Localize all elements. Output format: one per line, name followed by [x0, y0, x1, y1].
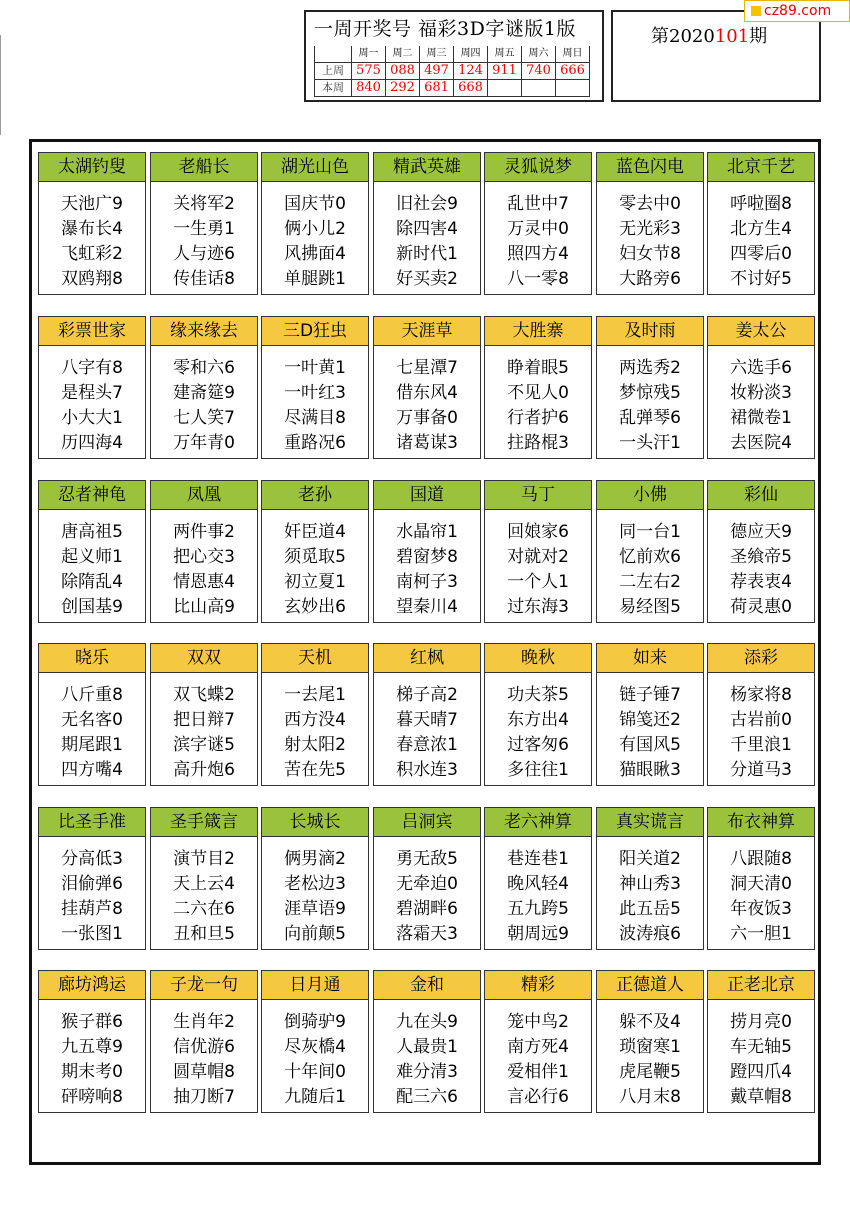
- riddle-line: 一叶红3: [284, 383, 346, 403]
- card-title: 红枫: [374, 644, 480, 673]
- riddle-line: 千里浪1: [730, 735, 792, 755]
- riddle-line: 无名客0: [61, 710, 123, 730]
- riddle-card: [150, 807, 258, 950]
- riddle-line: 圆草帽8: [173, 1062, 235, 1082]
- riddle-line: 链子锤7: [619, 685, 681, 705]
- card-title: 彩票世家: [39, 317, 145, 346]
- day-header: 周三: [420, 46, 454, 63]
- riddle-line: 关将军2: [173, 194, 235, 214]
- riddle-line: 琐窗寒1: [619, 1037, 681, 1057]
- riddle-line: 创国基9: [61, 597, 123, 617]
- day-header: 周五: [488, 46, 522, 63]
- riddle-card: [373, 152, 481, 295]
- riddle-line: 万灵中0: [507, 219, 569, 239]
- riddle-line: 一叶黄1: [284, 358, 346, 378]
- riddle-line: 八斤重8: [61, 685, 123, 705]
- card-title: 子龙一句: [151, 971, 257, 1000]
- riddle-card: [150, 480, 258, 623]
- riddle-line: 六一胆1: [730, 924, 792, 944]
- riddle-line: 尽满目8: [284, 408, 346, 428]
- riddle-line: 暮天晴7: [396, 710, 458, 730]
- riddle-line: 初立夏1: [284, 572, 346, 592]
- riddle-line: 一头汗1: [619, 433, 681, 453]
- riddle-card: [707, 316, 815, 459]
- card-title: 蓝色闪电: [597, 153, 703, 182]
- riddle-line: 情恩惠4: [173, 572, 235, 592]
- riddle-card: [373, 480, 481, 623]
- card-title: 马丁: [485, 481, 591, 510]
- riddle-line: 爱相伴1: [507, 1062, 569, 1082]
- riddle-card: [150, 316, 258, 459]
- riddle-line: 碧窗梦8: [396, 547, 458, 567]
- riddle-card: [484, 643, 592, 786]
- riddle-line: 一去尾1: [284, 685, 346, 705]
- draw-number: 681: [420, 80, 454, 97]
- riddle-line: 人最贵1: [396, 1037, 458, 1057]
- riddle-line: 高升炮6: [173, 760, 235, 780]
- riddle-line: 此五岳5: [619, 899, 681, 919]
- logo-text: cz89.com: [764, 3, 832, 19]
- riddle-line: 瀑布长4: [61, 219, 123, 239]
- riddle-line: 功夫茶5: [507, 685, 569, 705]
- riddle-line: 九在头9: [396, 1012, 458, 1032]
- riddle-card: [150, 970, 258, 1113]
- riddle-line: 乱弹琴6: [619, 408, 681, 428]
- riddle-card: [38, 316, 146, 459]
- card-title: 添彩: [708, 644, 814, 673]
- riddle-line: 风拂面4: [284, 244, 346, 264]
- riddle-line: 八月末8: [619, 1087, 681, 1107]
- riddle-line: 大路旁6: [619, 269, 681, 289]
- riddle-card: [484, 807, 592, 950]
- riddle-line: 去医院4: [730, 433, 792, 453]
- riddle-line: 无光彩3: [619, 219, 681, 239]
- riddle-line: 荐表衷4: [730, 572, 792, 592]
- card-title: 精武英雄: [374, 153, 480, 182]
- card-title: 大胜寨: [485, 317, 591, 346]
- riddle-line: 诸葛谋3: [396, 433, 458, 453]
- riddle-line: 人与迹6: [173, 244, 235, 264]
- riddle-line: 俩小儿2: [284, 219, 346, 239]
- riddle-line: 躲不及4: [619, 1012, 681, 1032]
- card-title: 天涯草: [374, 317, 480, 346]
- riddle-line: 重路况6: [284, 433, 346, 453]
- weekly-results-table: [314, 46, 590, 97]
- riddle-line: 抽刀断7: [173, 1087, 235, 1107]
- riddle-line: 一个人1: [507, 572, 569, 592]
- card-title: 比圣手准: [39, 808, 145, 837]
- issue-num: 101: [714, 26, 750, 47]
- riddle-line: 挂葫芦8: [61, 899, 123, 919]
- riddle-line: 七星潭7: [396, 358, 458, 378]
- card-title: 廊坊鸿运: [39, 971, 145, 1000]
- riddle-line: 一张图1: [61, 924, 123, 944]
- card-title: 彩仙: [708, 481, 814, 510]
- riddle-line: 十年间0: [284, 1062, 346, 1082]
- riddle-card: [261, 152, 369, 295]
- row-label: 上周: [315, 63, 352, 80]
- riddle-line: 好买卖2: [396, 269, 458, 289]
- riddle-line: 期末考0: [61, 1062, 123, 1082]
- riddle-card: [596, 152, 704, 295]
- riddle-line: 把心交3: [173, 547, 235, 567]
- card-title: 忍者神龟: [39, 481, 145, 510]
- riddle-line: 蹬四爪4: [730, 1062, 792, 1082]
- riddle-card: [38, 643, 146, 786]
- card-title: 正德道人: [597, 971, 703, 1000]
- riddle-line: 古岩前0: [730, 710, 792, 730]
- riddle-line: 水晶帘1: [396, 522, 458, 542]
- riddle-line: 二六在6: [173, 899, 235, 919]
- card-title: 灵狐说梦: [485, 153, 591, 182]
- card-title: 双双: [151, 644, 257, 673]
- riddle-line: 零和六6: [173, 358, 235, 378]
- riddle-card: [373, 970, 481, 1113]
- riddle-line: 虎尾鞭5: [619, 1062, 681, 1082]
- card-title: 老六神算: [485, 808, 591, 837]
- riddle-line: 过客匆6: [507, 735, 569, 755]
- riddle-line: 万年青0: [173, 433, 235, 453]
- riddle-line: 玄妙出6: [284, 597, 346, 617]
- riddle-line: 天池广9: [61, 194, 123, 214]
- riddle-line: 比山高9: [173, 597, 235, 617]
- issue-number: [651, 22, 767, 48]
- riddle-card: [596, 316, 704, 459]
- riddle-card: [596, 480, 704, 623]
- this-week-row: [315, 80, 590, 97]
- riddle-line: 言必行6: [507, 1087, 569, 1107]
- riddle-line: 两件事2: [173, 522, 235, 542]
- corner-cell: [315, 46, 352, 63]
- riddle-card: [707, 643, 815, 786]
- riddle-card: [38, 970, 146, 1113]
- riddle-card: [484, 480, 592, 623]
- riddle-line: 有国风5: [619, 735, 681, 755]
- issue-suffix: 期: [749, 26, 768, 47]
- draw-number: [522, 80, 556, 97]
- draw-number: 497: [420, 63, 454, 80]
- riddle-line: 拄路棍3: [507, 433, 569, 453]
- riddle-line: 笼中鸟2: [507, 1012, 569, 1032]
- card-title: 天机: [262, 644, 368, 673]
- riddle-card: [150, 643, 258, 786]
- riddle-line: 行者护6: [507, 408, 569, 428]
- riddle-line: 猫眼瞅3: [619, 760, 681, 780]
- riddle-line: 妆粉淡3: [730, 383, 792, 403]
- riddle-line: 配三六6: [396, 1087, 458, 1107]
- riddle-line: 八字有8: [61, 358, 123, 378]
- riddle-line: 借东风4: [396, 383, 458, 403]
- riddle-line: 积水连3: [396, 760, 458, 780]
- riddle-line: 小大大1: [61, 408, 123, 428]
- issue-box: [611, 10, 821, 102]
- riddle-line: 天上云4: [173, 874, 235, 894]
- left-edge-line: [0, 35, 1, 135]
- riddle-line: 把日辩7: [173, 710, 235, 730]
- riddle-line: 北方生4: [730, 219, 792, 239]
- riddle-line: 南方死4: [507, 1037, 569, 1057]
- riddle-line: 六选手6: [730, 358, 792, 378]
- card-title: 姜太公: [708, 317, 814, 346]
- riddle-card: [261, 316, 369, 459]
- day-header: 周日: [556, 46, 590, 63]
- card-title: 长城长: [262, 808, 368, 837]
- card-title: 湖光山色: [262, 153, 368, 182]
- riddle-line: 新时代1: [396, 244, 458, 264]
- card-title: 圣手箴言: [151, 808, 257, 837]
- draw-number: 666: [556, 63, 590, 80]
- riddle-line: 生肖年2: [173, 1012, 235, 1032]
- card-title: 缘来缘去: [151, 317, 257, 346]
- riddle-line: 四方嘴4: [61, 760, 123, 780]
- riddle-line: 除四害4: [396, 219, 458, 239]
- riddle-line: 照四方4: [507, 244, 569, 264]
- riddle-line: 晚风轻4: [507, 874, 569, 894]
- riddle-line: 裙微卷1: [730, 408, 792, 428]
- riddle-line: 难分清3: [396, 1062, 458, 1082]
- riddle-line: 神山秀3: [619, 874, 681, 894]
- riddle-line: 苦在先5: [284, 760, 346, 780]
- row-label: 本周: [315, 80, 352, 97]
- riddle-line: 须觅取5: [284, 547, 346, 567]
- site-logo[interactable]: [744, 0, 850, 22]
- riddle-card: [38, 480, 146, 623]
- riddle-line: 荷灵惠0: [730, 597, 792, 617]
- riddle-line: 丑和旦5: [173, 924, 235, 944]
- riddle-card: [707, 807, 815, 950]
- riddle-line: 戴草帽8: [730, 1087, 792, 1107]
- riddle-line: 国庆节0: [284, 194, 346, 214]
- riddle-line: 俩男滴2: [284, 849, 346, 869]
- riddle-card: [596, 643, 704, 786]
- card-title: 北京千艺: [708, 153, 814, 182]
- riddle-line: 零去中0: [619, 194, 681, 214]
- card-title: 凤凰: [151, 481, 257, 510]
- riddle-line: 泪偷弹6: [61, 874, 123, 894]
- riddle-line: 期尾跟1: [61, 735, 123, 755]
- day-header: 周一: [352, 46, 386, 63]
- card-title: 日月通: [262, 971, 368, 1000]
- riddle-line: 洞天清0: [730, 874, 792, 894]
- draw-number: 124: [454, 63, 488, 80]
- draw-number: 292: [386, 80, 420, 97]
- riddle-line: 碧湖畔6: [396, 899, 458, 919]
- riddle-line: 勇无敌5: [396, 849, 458, 869]
- card-title: 老孙: [262, 481, 368, 510]
- riddle-line: 同一台1: [619, 522, 681, 542]
- riddle-line: 九五尊9: [61, 1037, 123, 1057]
- card-title: 真实谎言: [597, 808, 703, 837]
- riddle-card: [373, 643, 481, 786]
- card-title: 吕洞宾: [374, 808, 480, 837]
- riddle-line: 除隋乱4: [61, 572, 123, 592]
- card-title: 老船长: [151, 153, 257, 182]
- riddle-card: [261, 970, 369, 1113]
- riddle-line: 睁着眼5: [507, 358, 569, 378]
- riddle-line: 易经图5: [619, 597, 681, 617]
- riddle-line: 九随后1: [284, 1087, 346, 1107]
- draw-number: [488, 80, 522, 97]
- riddle-card: [261, 480, 369, 623]
- riddle-line: 阳关道2: [619, 849, 681, 869]
- riddle-card: [707, 480, 815, 623]
- riddle-line: 七人笑7: [173, 408, 235, 428]
- riddle-card: [596, 970, 704, 1113]
- riddle-line: 巷连巷1: [507, 849, 569, 869]
- riddle-line: 过东海3: [507, 597, 569, 617]
- draw-number: 840: [352, 80, 386, 97]
- riddle-grid: [29, 139, 821, 1165]
- card-title: 太湖钓叟: [39, 153, 145, 182]
- riddle-line: 老松边3: [284, 874, 346, 894]
- riddle-line: 妇女节8: [619, 244, 681, 264]
- card-title: 三D狂虫: [262, 317, 368, 346]
- riddle-line: 南柯子3: [396, 572, 458, 592]
- riddle-line: 传佳话8: [173, 269, 235, 289]
- riddle-line: 对就对2: [507, 547, 569, 567]
- riddle-line: 飞虹彩2: [61, 244, 123, 264]
- logo-square-icon: [751, 6, 761, 16]
- riddle-line: 信优游6: [173, 1037, 235, 1057]
- riddle-card: [373, 807, 481, 950]
- riddle-line: 射太阳2: [284, 735, 346, 755]
- last-week-row: [315, 63, 590, 80]
- card-title: 如来: [597, 644, 703, 673]
- riddle-line: 演节目2: [173, 849, 235, 869]
- card-title: 金和: [374, 971, 480, 1000]
- riddle-line: 多往往1: [507, 760, 569, 780]
- card-title: 精彩: [485, 971, 591, 1000]
- riddle-line: 是程头7: [61, 383, 123, 403]
- riddle-line: 尽灰橋4: [284, 1037, 346, 1057]
- card-title: 正老北京: [708, 971, 814, 1000]
- riddle-line: 无牵迫0: [396, 874, 458, 894]
- riddle-line: 落霜天3: [396, 924, 458, 944]
- day-header: 周二: [386, 46, 420, 63]
- riddle-line: 朝周远9: [507, 924, 569, 944]
- riddle-line: 两选秀2: [619, 358, 681, 378]
- riddle-line: 双飞蝶2: [173, 685, 235, 705]
- riddle-line: 双鸥翔8: [61, 269, 123, 289]
- riddle-line: 历四海4: [61, 433, 123, 453]
- riddle-line: 车无轴5: [730, 1037, 792, 1057]
- riddle-line: 呼啦圈8: [730, 194, 792, 214]
- riddle-line: 年夜饭3: [730, 899, 792, 919]
- riddle-line: 锦笺还2: [619, 710, 681, 730]
- riddle-line: 万事备0: [396, 408, 458, 428]
- riddle-line: 建斋筵9: [173, 383, 235, 403]
- riddle-line: 波涛痕6: [619, 924, 681, 944]
- riddle-line: 滨字谜5: [173, 735, 235, 755]
- card-title: 布衣神算: [708, 808, 814, 837]
- riddle-line: 八跟随8: [730, 849, 792, 869]
- riddle-line: 涯草语9: [284, 899, 346, 919]
- riddle-line: 圣飨帝5: [730, 547, 792, 567]
- riddle-line: 春意浓1: [396, 735, 458, 755]
- day-header: 周四: [454, 46, 488, 63]
- riddle-card: [484, 316, 592, 459]
- draw-results-box: [304, 10, 604, 102]
- riddle-line: 起义师1: [61, 547, 123, 567]
- riddle-line: 东方出4: [507, 710, 569, 730]
- riddle-line: 向前颠5: [284, 924, 346, 944]
- header-title: 一周开奖号 福彩3D字谜版1版: [314, 18, 576, 40]
- card-title: 国道: [374, 481, 480, 510]
- riddle-line: 杨家将8: [730, 685, 792, 705]
- riddle-card: [707, 970, 815, 1113]
- card-title: 小佛: [597, 481, 703, 510]
- riddle-line: 倒骑驴9: [284, 1012, 346, 1032]
- riddle-card: [373, 316, 481, 459]
- riddle-line: 八一零8: [507, 269, 569, 289]
- riddle-line: 猴子群6: [61, 1012, 123, 1032]
- riddle-line: 望秦川4: [396, 597, 458, 617]
- riddle-line: 一生勇1: [173, 219, 235, 239]
- issue-prefix: 第2020: [651, 26, 715, 47]
- card-title: 及时雨: [597, 317, 703, 346]
- card-title: 晚秋: [485, 644, 591, 673]
- riddle-line: 捞月亮0: [730, 1012, 792, 1032]
- riddle-line: 二左右2: [619, 572, 681, 592]
- riddle-line: 分道马3: [730, 760, 792, 780]
- draw-number: 668: [454, 80, 488, 97]
- riddle-card: [596, 807, 704, 950]
- riddle-card: [38, 807, 146, 950]
- riddle-line: 旧社会9: [396, 194, 458, 214]
- riddle-line: 奸臣道4: [284, 522, 346, 542]
- riddle-line: 唐高祖5: [61, 522, 123, 542]
- riddle-line: 砰嗙响8: [61, 1087, 123, 1107]
- riddle-card: [707, 152, 815, 295]
- riddle-line: 五九跨5: [507, 899, 569, 919]
- riddle-card: [484, 970, 592, 1113]
- riddle-line: 四零后0: [730, 244, 792, 264]
- card-title: 晓乐: [39, 644, 145, 673]
- riddle-line: 不讨好5: [730, 269, 792, 289]
- draw-number: [556, 80, 590, 97]
- riddle-line: 单腿跳1: [284, 269, 346, 289]
- riddle-line: 分高低3: [61, 849, 123, 869]
- riddle-line: 乱世中7: [507, 194, 569, 214]
- riddle-card: [261, 807, 369, 950]
- riddle-line: 忆前欢6: [619, 547, 681, 567]
- riddle-line: 德应天9: [730, 522, 792, 542]
- day-header: 周六: [522, 46, 556, 63]
- riddle-card: [38, 152, 146, 295]
- riddle-card: [261, 643, 369, 786]
- riddle-line: 不见人0: [507, 383, 569, 403]
- draw-number: 575: [352, 63, 386, 80]
- draw-number: 740: [522, 63, 556, 80]
- draw-number: 088: [386, 63, 420, 80]
- riddle-card: [150, 152, 258, 295]
- weekday-row: [315, 46, 590, 63]
- draw-number: 911: [488, 63, 522, 80]
- riddle-card: [484, 152, 592, 295]
- riddle-line: 梦惊残5: [619, 383, 681, 403]
- riddle-line: 梯子高2: [396, 685, 458, 705]
- riddle-line: 回娘家6: [507, 522, 569, 542]
- riddle-line: 西方没4: [284, 710, 346, 730]
